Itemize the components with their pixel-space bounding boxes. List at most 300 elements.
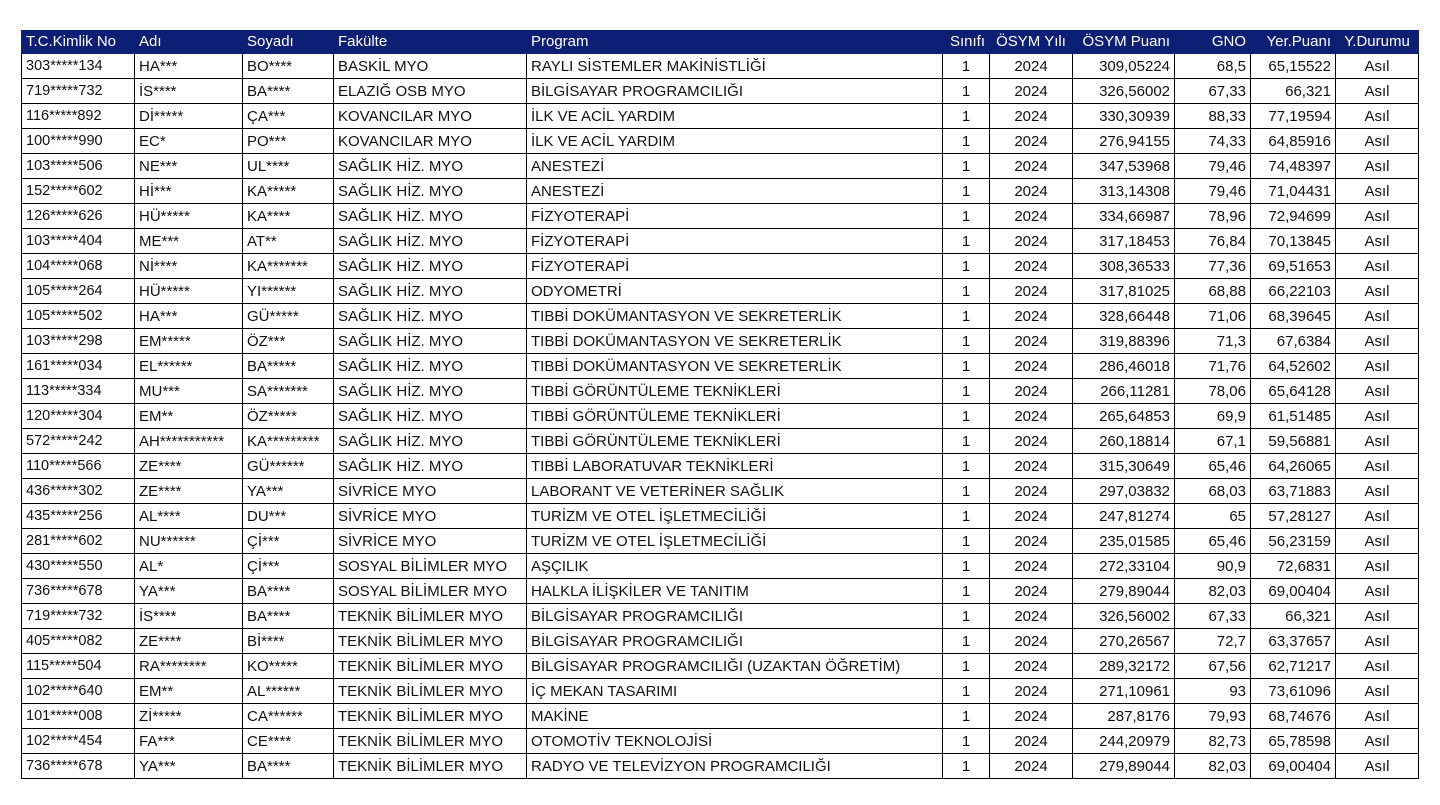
cell-sinifi: 1 bbox=[943, 279, 990, 304]
cell-gno: 82,73 bbox=[1175, 729, 1251, 754]
cell-adi: HÜ***** bbox=[135, 279, 243, 304]
cell-yer-puani: 69,51653 bbox=[1251, 254, 1336, 279]
cell-adi: ZE**** bbox=[135, 479, 243, 504]
cell-yer-puani: 77,19594 bbox=[1251, 104, 1336, 129]
cell-osym-puani: 315,30649 bbox=[1073, 454, 1175, 479]
cell-y-durumu: Asıl bbox=[1336, 254, 1419, 279]
cell-fakulte: TEKNİK BİLİMLER MYO bbox=[334, 604, 527, 629]
cell-soyadi: BA**** bbox=[243, 579, 334, 604]
cell-program: İLK VE ACİL YARDIM bbox=[527, 129, 943, 154]
cell-osym-puani: 279,89044 bbox=[1073, 754, 1175, 779]
cell-sinifi: 1 bbox=[943, 354, 990, 379]
cell-adi: İS**** bbox=[135, 79, 243, 104]
cell-y-durumu: Asıl bbox=[1336, 654, 1419, 679]
cell-osym-yili: 2024 bbox=[990, 454, 1073, 479]
cell-y-durumu: Asıl bbox=[1336, 404, 1419, 429]
cell-adi: EM** bbox=[135, 679, 243, 704]
table-row bbox=[22, 354, 1419, 379]
table-row bbox=[22, 204, 1419, 229]
cell-tc-kimlik-no: 736*****678 bbox=[22, 579, 135, 604]
cell-tc-kimlik-no: 100*****990 bbox=[22, 129, 135, 154]
cell-fakulte: SİVRİCE MYO bbox=[334, 529, 527, 554]
table-row bbox=[22, 529, 1419, 554]
cell-osym-yili: 2024 bbox=[990, 104, 1073, 129]
cell-yer-puani: 63,37657 bbox=[1251, 629, 1336, 654]
cell-tc-kimlik-no: 281*****602 bbox=[22, 529, 135, 554]
cell-y-durumu: Asıl bbox=[1336, 554, 1419, 579]
cell-fakulte: SAĞLIK HİZ. MYO bbox=[334, 429, 527, 454]
cell-osym-yili: 2024 bbox=[990, 229, 1073, 254]
cell-gno: 78,96 bbox=[1175, 204, 1251, 229]
cell-adi: NE*** bbox=[135, 154, 243, 179]
cell-yer-puani: 66,321 bbox=[1251, 604, 1336, 629]
cell-program: TIBBİ DOKÜMANTASYON VE SEKRETERLİK bbox=[527, 329, 943, 354]
cell-sinifi: 1 bbox=[943, 129, 990, 154]
table-row bbox=[22, 329, 1419, 354]
cell-yer-puani: 66,22103 bbox=[1251, 279, 1336, 304]
table-row bbox=[22, 754, 1419, 779]
cell-osym-yili: 2024 bbox=[990, 179, 1073, 204]
cell-soyadi: GÜ****** bbox=[243, 454, 334, 479]
cell-fakulte: KOVANCILAR MYO bbox=[334, 104, 527, 129]
cell-gno: 71,3 bbox=[1175, 329, 1251, 354]
cell-osym-yili: 2024 bbox=[990, 479, 1073, 504]
cell-tc-kimlik-no: 116*****892 bbox=[22, 104, 135, 129]
table-row bbox=[22, 454, 1419, 479]
header-gno: GNO bbox=[1175, 31, 1251, 54]
cell-adi: Nİ**** bbox=[135, 254, 243, 279]
cell-y-durumu: Asıl bbox=[1336, 154, 1419, 179]
cell-y-durumu: Asıl bbox=[1336, 104, 1419, 129]
cell-yer-puani: 72,6831 bbox=[1251, 554, 1336, 579]
cell-tc-kimlik-no: 719*****732 bbox=[22, 79, 135, 104]
cell-adi: AL**** bbox=[135, 504, 243, 529]
cell-adi: Dİ***** bbox=[135, 104, 243, 129]
table-row bbox=[22, 629, 1419, 654]
cell-osym-yili: 2024 bbox=[990, 379, 1073, 404]
cell-yer-puani: 65,15522 bbox=[1251, 54, 1336, 79]
cell-osym-yili: 2024 bbox=[990, 504, 1073, 529]
cell-soyadi: KA**** bbox=[243, 204, 334, 229]
cell-adi: YA*** bbox=[135, 579, 243, 604]
header-program: Program bbox=[527, 31, 943, 54]
cell-osym-yili: 2024 bbox=[990, 604, 1073, 629]
cell-tc-kimlik-no: 161*****034 bbox=[22, 354, 135, 379]
cell-program: BİLGİSAYAR PROGRAMCILIĞI bbox=[527, 629, 943, 654]
cell-program: BİLGİSAYAR PROGRAMCILIĞI bbox=[527, 79, 943, 104]
cell-gno: 67,33 bbox=[1175, 79, 1251, 104]
cell-fakulte: SAĞLIK HİZ. MYO bbox=[334, 204, 527, 229]
cell-y-durumu: Asıl bbox=[1336, 479, 1419, 504]
cell-fakulte: TEKNİK BİLİMLER MYO bbox=[334, 754, 527, 779]
cell-gno: 77,36 bbox=[1175, 254, 1251, 279]
cell-sinifi: 1 bbox=[943, 704, 990, 729]
cell-y-durumu: Asıl bbox=[1336, 529, 1419, 554]
cell-osym-yili: 2024 bbox=[990, 129, 1073, 154]
cell-osym-yili: 2024 bbox=[990, 154, 1073, 179]
cell-tc-kimlik-no: 103*****298 bbox=[22, 329, 135, 354]
cell-tc-kimlik-no: 572*****242 bbox=[22, 429, 135, 454]
cell-gno: 79,93 bbox=[1175, 704, 1251, 729]
cell-yer-puani: 70,13845 bbox=[1251, 229, 1336, 254]
cell-program: RAYLI SİSTEMLER MAKİNİSTLİĞİ bbox=[527, 54, 943, 79]
cell-osym-puani: 317,18453 bbox=[1073, 229, 1175, 254]
cell-gno: 65,46 bbox=[1175, 529, 1251, 554]
cell-adi: ZE**** bbox=[135, 454, 243, 479]
cell-gno: 78,06 bbox=[1175, 379, 1251, 404]
cell-gno: 69,9 bbox=[1175, 404, 1251, 429]
cell-tc-kimlik-no: 435*****256 bbox=[22, 504, 135, 529]
cell-sinifi: 1 bbox=[943, 454, 990, 479]
table-row bbox=[22, 429, 1419, 454]
cell-sinifi: 1 bbox=[943, 729, 990, 754]
cell-fakulte: SAĞLIK HİZ. MYO bbox=[334, 279, 527, 304]
table-row bbox=[22, 504, 1419, 529]
cell-program: AŞÇILIK bbox=[527, 554, 943, 579]
cell-yer-puani: 65,64128 bbox=[1251, 379, 1336, 404]
header-adi: Adı bbox=[135, 31, 243, 54]
cell-y-durumu: Asıl bbox=[1336, 579, 1419, 604]
cell-gno: 88,33 bbox=[1175, 104, 1251, 129]
cell-adi: EL****** bbox=[135, 354, 243, 379]
cell-soyadi: YA*** bbox=[243, 479, 334, 504]
cell-yer-puani: 71,04431 bbox=[1251, 179, 1336, 204]
cell-yer-puani: 64,52602 bbox=[1251, 354, 1336, 379]
table-row bbox=[22, 679, 1419, 704]
cell-y-durumu: Asıl bbox=[1336, 329, 1419, 354]
cell-yer-puani: 68,39645 bbox=[1251, 304, 1336, 329]
cell-sinifi: 1 bbox=[943, 254, 990, 279]
cell-program: TIBBİ DOKÜMANTASYON VE SEKRETERLİK bbox=[527, 304, 943, 329]
cell-osym-puani: 319,88396 bbox=[1073, 329, 1175, 354]
cell-fakulte: SAĞLIK HİZ. MYO bbox=[334, 354, 527, 379]
cell-tc-kimlik-no: 103*****506 bbox=[22, 154, 135, 179]
cell-fakulte: SAĞLIK HİZ. MYO bbox=[334, 454, 527, 479]
cell-tc-kimlik-no: 126*****626 bbox=[22, 204, 135, 229]
table-header-row bbox=[22, 31, 1419, 54]
cell-gno: 68,03 bbox=[1175, 479, 1251, 504]
table-row bbox=[22, 479, 1419, 504]
cell-osym-puani: 244,20979 bbox=[1073, 729, 1175, 754]
cell-fakulte: TEKNİK BİLİMLER MYO bbox=[334, 679, 527, 704]
cell-soyadi: BA***** bbox=[243, 354, 334, 379]
table-row bbox=[22, 704, 1419, 729]
cell-y-durumu: Asıl bbox=[1336, 454, 1419, 479]
cell-yer-puani: 59,56881 bbox=[1251, 429, 1336, 454]
cell-y-durumu: Asıl bbox=[1336, 354, 1419, 379]
cell-sinifi: 1 bbox=[943, 304, 990, 329]
cell-tc-kimlik-no: 303*****134 bbox=[22, 54, 135, 79]
header-yer-puani: Yer.Puanı bbox=[1251, 31, 1336, 54]
cell-soyadi: YI****** bbox=[243, 279, 334, 304]
cell-soyadi: Çİ*** bbox=[243, 554, 334, 579]
cell-adi: RA******** bbox=[135, 654, 243, 679]
cell-program: TIBBİ GÖRÜNTÜLEME TEKNİKLERİ bbox=[527, 404, 943, 429]
cell-soyadi: CA****** bbox=[243, 704, 334, 729]
cell-osym-puani: 270,26567 bbox=[1073, 629, 1175, 654]
cell-sinifi: 1 bbox=[943, 79, 990, 104]
cell-yer-puani: 66,321 bbox=[1251, 79, 1336, 104]
cell-soyadi: SA******* bbox=[243, 379, 334, 404]
cell-yer-puani: 61,51485 bbox=[1251, 404, 1336, 429]
cell-osym-puani: 308,36533 bbox=[1073, 254, 1175, 279]
cell-yer-puani: 56,23159 bbox=[1251, 529, 1336, 554]
cell-fakulte: SAĞLIK HİZ. MYO bbox=[334, 179, 527, 204]
cell-program: BİLGİSAYAR PROGRAMCILIĞI (UZAKTAN ÖĞRETİM) bbox=[527, 654, 943, 679]
table-row bbox=[22, 654, 1419, 679]
cell-sinifi: 1 bbox=[943, 654, 990, 679]
cell-osym-puani: 271,10961 bbox=[1073, 679, 1175, 704]
cell-osym-yili: 2024 bbox=[990, 629, 1073, 654]
cell-y-durumu: Asıl bbox=[1336, 279, 1419, 304]
cell-y-durumu: Asıl bbox=[1336, 129, 1419, 154]
cell-sinifi: 1 bbox=[943, 604, 990, 629]
cell-y-durumu: Asıl bbox=[1336, 54, 1419, 79]
cell-osym-puani: 289,32172 bbox=[1073, 654, 1175, 679]
cell-gno: 68,5 bbox=[1175, 54, 1251, 79]
cell-soyadi: KA********* bbox=[243, 429, 334, 454]
cell-fakulte: KOVANCILAR MYO bbox=[334, 129, 527, 154]
cell-gno: 79,46 bbox=[1175, 179, 1251, 204]
cell-tc-kimlik-no: 115*****504 bbox=[22, 654, 135, 679]
cell-yer-puani: 69,00404 bbox=[1251, 579, 1336, 604]
cell-yer-puani: 74,48397 bbox=[1251, 154, 1336, 179]
cell-soyadi: KO***** bbox=[243, 654, 334, 679]
cell-y-durumu: Asıl bbox=[1336, 679, 1419, 704]
table-row bbox=[22, 404, 1419, 429]
cell-adi: FA*** bbox=[135, 729, 243, 754]
cell-program: BİLGİSAYAR PROGRAMCILIĞI bbox=[527, 604, 943, 629]
cell-sinifi: 1 bbox=[943, 229, 990, 254]
cell-fakulte: TEKNİK BİLİMLER MYO bbox=[334, 654, 527, 679]
cell-adi: HA*** bbox=[135, 54, 243, 79]
cell-fakulte: SİVRİCE MYO bbox=[334, 504, 527, 529]
cell-fakulte: SAĞLIK HİZ. MYO bbox=[334, 254, 527, 279]
cell-tc-kimlik-no: 103*****404 bbox=[22, 229, 135, 254]
cell-y-durumu: Asıl bbox=[1336, 704, 1419, 729]
cell-adi: HÜ***** bbox=[135, 204, 243, 229]
table-row bbox=[22, 54, 1419, 79]
cell-osym-puani: 317,81025 bbox=[1073, 279, 1175, 304]
cell-program: ANESTEZİ bbox=[527, 179, 943, 204]
cell-gno: 67,1 bbox=[1175, 429, 1251, 454]
cell-gno: 79,46 bbox=[1175, 154, 1251, 179]
cell-gno: 76,84 bbox=[1175, 229, 1251, 254]
cell-gno: 82,03 bbox=[1175, 754, 1251, 779]
cell-sinifi: 1 bbox=[943, 429, 990, 454]
cell-fakulte: BASKİL MYO bbox=[334, 54, 527, 79]
cell-yer-puani: 57,28127 bbox=[1251, 504, 1336, 529]
cell-osym-yili: 2024 bbox=[990, 354, 1073, 379]
cell-sinifi: 1 bbox=[943, 554, 990, 579]
cell-program: MAKİNE bbox=[527, 704, 943, 729]
cell-gno: 82,03 bbox=[1175, 579, 1251, 604]
cell-fakulte: ELAZIĞ OSB MYO bbox=[334, 79, 527, 104]
cell-adi: EM** bbox=[135, 404, 243, 429]
cell-fakulte: SOSYAL BİLİMLER MYO bbox=[334, 579, 527, 604]
cell-soyadi: BO**** bbox=[243, 54, 334, 79]
cell-adi: EC* bbox=[135, 129, 243, 154]
cell-tc-kimlik-no: 105*****264 bbox=[22, 279, 135, 304]
cell-program: İLK VE ACİL YARDIM bbox=[527, 104, 943, 129]
cell-y-durumu: Asıl bbox=[1336, 629, 1419, 654]
cell-program: FİZYOTERAPİ bbox=[527, 229, 943, 254]
cell-y-durumu: Asıl bbox=[1336, 229, 1419, 254]
cell-osym-yili: 2024 bbox=[990, 254, 1073, 279]
cell-gno: 93 bbox=[1175, 679, 1251, 704]
cell-fakulte: SAĞLIK HİZ. MYO bbox=[334, 154, 527, 179]
cell-osym-puani: 260,18814 bbox=[1073, 429, 1175, 454]
cell-osym-yili: 2024 bbox=[990, 679, 1073, 704]
cell-adi: AL* bbox=[135, 554, 243, 579]
cell-program: FİZYOTERAPİ bbox=[527, 204, 943, 229]
table-row bbox=[22, 254, 1419, 279]
cell-program: RADYO VE TELEVİZYON PROGRAMCILIĞI bbox=[527, 754, 943, 779]
cell-yer-puani: 67,6384 bbox=[1251, 329, 1336, 354]
header-soyadi: Soyadı bbox=[243, 31, 334, 54]
cell-adi: EM***** bbox=[135, 329, 243, 354]
table-row bbox=[22, 104, 1419, 129]
cell-fakulte: SAĞLIK HİZ. MYO bbox=[334, 379, 527, 404]
cell-soyadi: KA***** bbox=[243, 179, 334, 204]
cell-tc-kimlik-no: 120*****304 bbox=[22, 404, 135, 429]
cell-osym-puani: 334,66987 bbox=[1073, 204, 1175, 229]
cell-program: TIBBİ DOKÜMANTASYON VE SEKRETERLİK bbox=[527, 354, 943, 379]
cell-adi: MU*** bbox=[135, 379, 243, 404]
cell-tc-kimlik-no: 105*****502 bbox=[22, 304, 135, 329]
cell-yer-puani: 64,26065 bbox=[1251, 454, 1336, 479]
cell-osym-yili: 2024 bbox=[990, 429, 1073, 454]
cell-adi: HA*** bbox=[135, 304, 243, 329]
table-row bbox=[22, 279, 1419, 304]
cell-soyadi: BA**** bbox=[243, 604, 334, 629]
cell-osym-yili: 2024 bbox=[990, 704, 1073, 729]
cell-program: LABORANT VE VETERİNER SAĞLIK bbox=[527, 479, 943, 504]
cell-osym-puani: 266,11281 bbox=[1073, 379, 1175, 404]
cell-y-durumu: Asıl bbox=[1336, 379, 1419, 404]
header-y-durumu: Y.Durumu bbox=[1336, 31, 1419, 54]
cell-adi: ZE**** bbox=[135, 629, 243, 654]
cell-y-durumu: Asıl bbox=[1336, 304, 1419, 329]
cell-tc-kimlik-no: 102*****640 bbox=[22, 679, 135, 704]
cell-gno: 68,88 bbox=[1175, 279, 1251, 304]
cell-adi: İS**** bbox=[135, 604, 243, 629]
cell-soyadi: BA**** bbox=[243, 754, 334, 779]
cell-tc-kimlik-no: 152*****602 bbox=[22, 179, 135, 204]
header-tc-kimlik-no: T.C.Kimlik No bbox=[22, 31, 135, 54]
cell-gno: 72,7 bbox=[1175, 629, 1251, 654]
cell-osym-puani: 276,94155 bbox=[1073, 129, 1175, 154]
cell-adi: YA*** bbox=[135, 754, 243, 779]
cell-gno: 67,56 bbox=[1175, 654, 1251, 679]
cell-tc-kimlik-no: 110*****566 bbox=[22, 454, 135, 479]
cell-y-durumu: Asıl bbox=[1336, 754, 1419, 779]
table-row bbox=[22, 579, 1419, 604]
cell-program: TIBBİ GÖRÜNTÜLEME TEKNİKLERİ bbox=[527, 379, 943, 404]
table-row bbox=[22, 379, 1419, 404]
cell-gno: 90,9 bbox=[1175, 554, 1251, 579]
cell-fakulte: SOSYAL BİLİMLER MYO bbox=[334, 554, 527, 579]
cell-adi: AH*********** bbox=[135, 429, 243, 454]
cell-osym-puani: 347,53968 bbox=[1073, 154, 1175, 179]
cell-y-durumu: Asıl bbox=[1336, 179, 1419, 204]
cell-yer-puani: 73,61096 bbox=[1251, 679, 1336, 704]
cell-fakulte: SAĞLIK HİZ. MYO bbox=[334, 329, 527, 354]
cell-osym-yili: 2024 bbox=[990, 554, 1073, 579]
cell-gno: 71,06 bbox=[1175, 304, 1251, 329]
header-sinifi: Sınıfı bbox=[943, 31, 990, 54]
cell-adi: ME*** bbox=[135, 229, 243, 254]
table-row bbox=[22, 729, 1419, 754]
cell-tc-kimlik-no: 113*****334 bbox=[22, 379, 135, 404]
cell-program: TIBBİ LABORATUVAR TEKNİKLERİ bbox=[527, 454, 943, 479]
cell-soyadi: ÇA*** bbox=[243, 104, 334, 129]
cell-adi: Hİ*** bbox=[135, 179, 243, 204]
cell-soyadi: PO*** bbox=[243, 129, 334, 154]
cell-soyadi: AL****** bbox=[243, 679, 334, 704]
cell-osym-puani: 287,8176 bbox=[1073, 704, 1175, 729]
cell-fakulte: SAĞLIK HİZ. MYO bbox=[334, 304, 527, 329]
cell-program: OTOMOTİV TEKNOLOJİSİ bbox=[527, 729, 943, 754]
cell-osym-puani: 279,89044 bbox=[1073, 579, 1175, 604]
cell-sinifi: 1 bbox=[943, 404, 990, 429]
cell-yer-puani: 65,78598 bbox=[1251, 729, 1336, 754]
cell-osym-puani: 265,64853 bbox=[1073, 404, 1175, 429]
cell-osym-yili: 2024 bbox=[990, 204, 1073, 229]
cell-adi: Zİ***** bbox=[135, 704, 243, 729]
cell-fakulte: SAĞLIK HİZ. MYO bbox=[334, 404, 527, 429]
cell-sinifi: 1 bbox=[943, 379, 990, 404]
cell-tc-kimlik-no: 101*****008 bbox=[22, 704, 135, 729]
cell-tc-kimlik-no: 436*****302 bbox=[22, 479, 135, 504]
cell-program: TURİZM VE OTEL İŞLETMECİLİĞİ bbox=[527, 529, 943, 554]
cell-tc-kimlik-no: 102*****454 bbox=[22, 729, 135, 754]
cell-osym-yili: 2024 bbox=[990, 654, 1073, 679]
cell-y-durumu: Asıl bbox=[1336, 79, 1419, 104]
table-row bbox=[22, 604, 1419, 629]
cell-osym-yili: 2024 bbox=[990, 729, 1073, 754]
header-osym-yili: ÖSYM Yılı bbox=[990, 31, 1073, 54]
table-row bbox=[22, 229, 1419, 254]
cell-osym-puani: 328,66448 bbox=[1073, 304, 1175, 329]
cell-gno: 65 bbox=[1175, 504, 1251, 529]
cell-osym-yili: 2024 bbox=[990, 279, 1073, 304]
cell-soyadi: GÜ***** bbox=[243, 304, 334, 329]
cell-osym-yili: 2024 bbox=[990, 529, 1073, 554]
cell-tc-kimlik-no: 430*****550 bbox=[22, 554, 135, 579]
cell-soyadi: UL**** bbox=[243, 154, 334, 179]
cell-soyadi: DU*** bbox=[243, 504, 334, 529]
cell-sinifi: 1 bbox=[943, 579, 990, 604]
cell-osym-puani: 309,05224 bbox=[1073, 54, 1175, 79]
cell-sinifi: 1 bbox=[943, 179, 990, 204]
cell-soyadi: AT** bbox=[243, 229, 334, 254]
header-osym-puani: ÖSYM Puanı bbox=[1073, 31, 1175, 54]
header-fakulte: Fakülte bbox=[334, 31, 527, 54]
cell-fakulte: SAĞLIK HİZ. MYO bbox=[334, 229, 527, 254]
cell-tc-kimlik-no: 736*****678 bbox=[22, 754, 135, 779]
cell-osym-puani: 286,46018 bbox=[1073, 354, 1175, 379]
cell-fakulte: TEKNİK BİLİMLER MYO bbox=[334, 704, 527, 729]
cell-sinifi: 1 bbox=[943, 54, 990, 79]
cell-osym-yili: 2024 bbox=[990, 79, 1073, 104]
cell-sinifi: 1 bbox=[943, 629, 990, 654]
cell-osym-yili: 2024 bbox=[990, 404, 1073, 429]
cell-soyadi: CE**** bbox=[243, 729, 334, 754]
cell-osym-puani: 326,56002 bbox=[1073, 604, 1175, 629]
cell-soyadi: Bİ**** bbox=[243, 629, 334, 654]
cell-soyadi: ÖZ***** bbox=[243, 404, 334, 429]
